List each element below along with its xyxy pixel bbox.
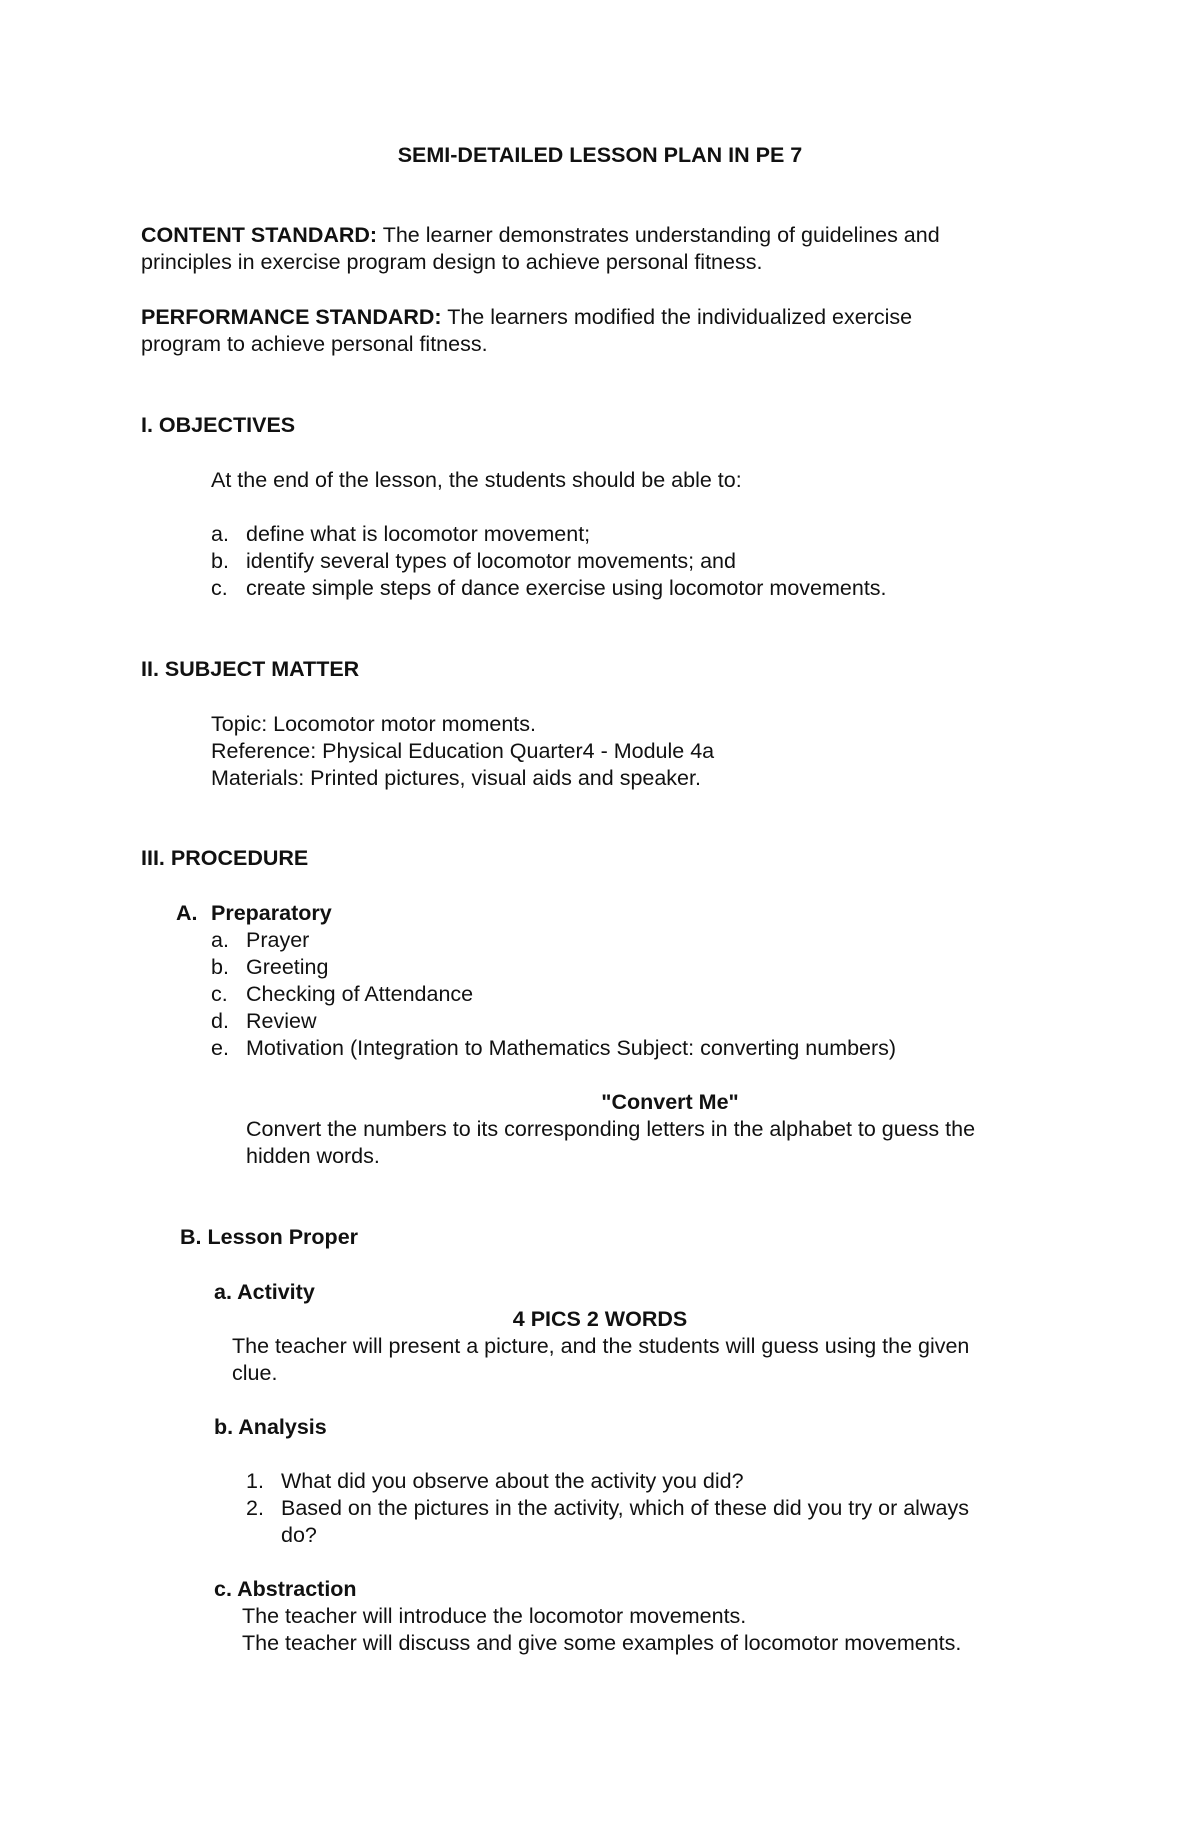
performance-standard-line2: program to achieve personal fitness. [141,332,488,356]
performance-standard-text: The learners modified the individualized exercise [447,305,913,329]
preparatory-item [211,954,328,981]
list-text: Review [246,1009,317,1033]
activity-heading: a. Activity [214,1280,315,1304]
preparatory-heading [176,900,332,927]
list-marker: d. [211,1009,229,1033]
convert-me-instructions-line1: Convert the numbers to its corresponding letters in the alphabet to guess the [246,1117,976,1141]
preparatory-item [211,981,473,1008]
lesson-proper-heading: B. Lesson Proper [180,1225,359,1249]
preparatory-item [211,1035,896,1062]
preparatory-item [211,1008,317,1035]
subject-topic: Topic: Locomotor motor moments. [211,712,537,736]
analysis-question-continued: do? [281,1523,317,1547]
list-text: Prayer [246,928,310,952]
list-marker: b. [211,549,229,573]
objectives-intro: At the end of the lesson, the students should be able to: [211,468,742,492]
list-text: identify several types of locomotor movements; and [246,549,736,573]
preparatory-item [211,927,309,954]
list-marker: e. [211,1036,229,1060]
content-standard-label: CONTENT STANDARD: [141,223,378,247]
objectives-heading: I. OBJECTIVES [141,413,296,437]
objective-item [211,548,736,575]
list-marker: a. [211,928,229,952]
four-pics-title: 4 PICS 2 WORDS [512,1307,688,1331]
analysis-question [246,1495,969,1522]
page-title: SEMI-DETAILED LESSON PLAN IN PE 7 [397,143,803,167]
abstraction-text-line2: The teacher will discuss and give some examples of locomotor movements. [242,1631,962,1655]
subject-materials: Materials: Printed pictures, visual aids and speaker. [211,766,701,790]
list-text: Motivation (Integration to Mathematics Subject: converting numbers) [246,1036,897,1060]
performance-standard-label: PERFORMANCE STANDARD: [141,305,442,329]
list-text: create simple steps of dance exercise using locomotor movements. [246,576,887,600]
list-marker: A. [176,901,198,925]
objective-item [211,575,887,602]
list-text: define what is locomotor movement; [246,522,591,546]
list-text: Checking of Attendance [246,982,474,1006]
list-marker: c. [211,576,228,600]
list-text: What did you observe about the activity you did? [281,1469,744,1493]
convert-me-title: "Convert Me" [601,1090,739,1114]
list-marker: c. [211,982,228,1006]
performance-standard-line1 [141,304,912,331]
activity-text-line2: clue. [232,1361,278,1385]
content-standard-line2: principles in exercise program design to achieve personal fitness. [141,250,763,274]
abstraction-text-line1: The teacher will introduce the locomotor movements. [242,1604,747,1628]
list-marker: 2. [246,1496,264,1520]
list-marker: a. [211,522,229,546]
list-marker: b. [211,955,229,979]
list-marker: 1. [246,1469,264,1493]
list-text: Based on the pictures in the activity, which of these did you try or always [281,1496,969,1520]
preparatory-label: Preparatory [211,901,332,925]
activity-text-line1: The teacher will present a picture, and the students will guess using the given [232,1334,970,1358]
content-standard-text: The learner demonstrates understanding of guidelines and [382,223,940,247]
analysis-question [246,1468,744,1495]
convert-me-instructions-line2: hidden words. [246,1144,380,1168]
procedure-heading: III. PROCEDURE [141,846,309,870]
content-standard-line1 [141,222,940,249]
objective-item [211,521,590,548]
subject-matter-heading: II. SUBJECT MATTER [141,657,360,681]
list-text: Greeting [246,955,329,979]
subject-reference: Reference: Physical Education Quarter4 - Module 4a [211,739,715,763]
abstraction-heading: c. Abstraction [214,1577,357,1601]
analysis-heading: b. Analysis [214,1415,327,1439]
